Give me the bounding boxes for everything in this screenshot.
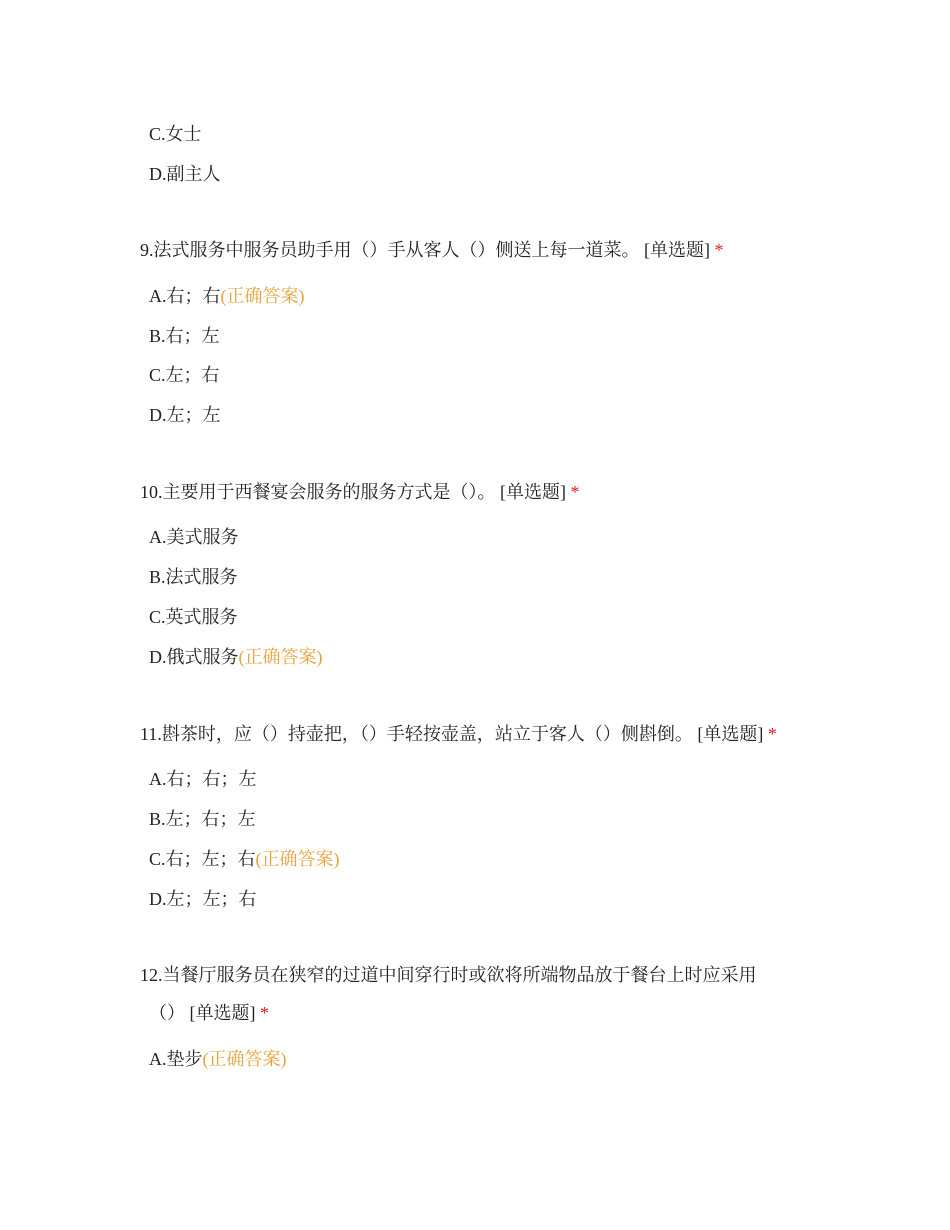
correct-answer-mark: (正确答案): [220, 286, 305, 306]
option-b[interactable]: [149, 324, 220, 348]
option-text: A.右；右: [149, 286, 221, 306]
option-c[interactable]: [149, 363, 220, 387]
option-text: D.左；左；右: [149, 889, 257, 909]
question-title: [140, 963, 757, 987]
question-text: 12.当餐厅服务员在狭窄的过道中间穿行时或欲将所端物品放于餐台上时应采用: [140, 965, 757, 985]
option-c[interactable]: [149, 605, 238, 629]
option-text: A.右；右；左: [149, 769, 257, 789]
required-marker: *: [260, 1003, 269, 1023]
option-text: A.垫步: [149, 1049, 203, 1069]
option-b[interactable]: [149, 807, 256, 831]
option-c[interactable]: [149, 847, 340, 871]
question-type: [单选题]: [644, 240, 710, 260]
option-a[interactable]: [149, 767, 257, 791]
required-marker: *: [570, 482, 580, 502]
correct-answer-mark: (正确答案): [255, 849, 340, 869]
question-text-cont: （）: [149, 1003, 185, 1023]
question-title: [140, 238, 724, 262]
option-text: C.右；左；右: [149, 849, 256, 869]
option-text: B.法式服务: [149, 567, 238, 587]
question-title: [140, 480, 580, 504]
option-a[interactable]: [149, 525, 239, 549]
option-d[interactable]: [149, 403, 221, 427]
question-type: [单选题]: [500, 482, 566, 502]
option-text: D.左；左: [149, 405, 221, 425]
option-a[interactable]: [149, 284, 305, 308]
option-text: A.美式服务: [149, 527, 239, 547]
option-c[interactable]: [149, 122, 202, 146]
correct-answer-mark: (正确答案): [238, 647, 323, 667]
option-text: C.女士: [149, 124, 202, 144]
correct-answer-mark: (正确答案): [202, 1049, 287, 1069]
required-marker: *: [767, 724, 777, 744]
option-text: B.右；左: [149, 326, 220, 346]
option-a[interactable]: [149, 1047, 287, 1071]
option-text: D.副主人: [149, 164, 221, 184]
question-text: 11.斟茶时，应（）持壶把，（）手轻按壶盖，站立于客人（）侧斟倒。: [140, 724, 693, 744]
question-text: 10.主要用于西餐宴会服务的服务方式是（）。: [140, 482, 496, 502]
option-text: C.英式服务: [149, 607, 238, 627]
question-type: [单选题]: [697, 724, 764, 744]
option-text: D.俄式服务: [149, 647, 239, 667]
option-b[interactable]: [149, 565, 238, 589]
option-d[interactable]: [149, 645, 323, 669]
option-text: C.左；右: [149, 365, 220, 385]
option-d[interactable]: [149, 887, 257, 911]
question-text: 9.法式服务中服务员助手用（）手从客人（）侧送上每一道菜。: [140, 240, 640, 260]
option-text: B.左；右；左: [149, 809, 256, 829]
required-marker: *: [714, 240, 724, 260]
question-title-continued: [149, 1001, 269, 1025]
option-d[interactable]: [149, 162, 221, 186]
question-title: [140, 722, 777, 746]
question-type: [单选题]: [189, 1003, 256, 1023]
